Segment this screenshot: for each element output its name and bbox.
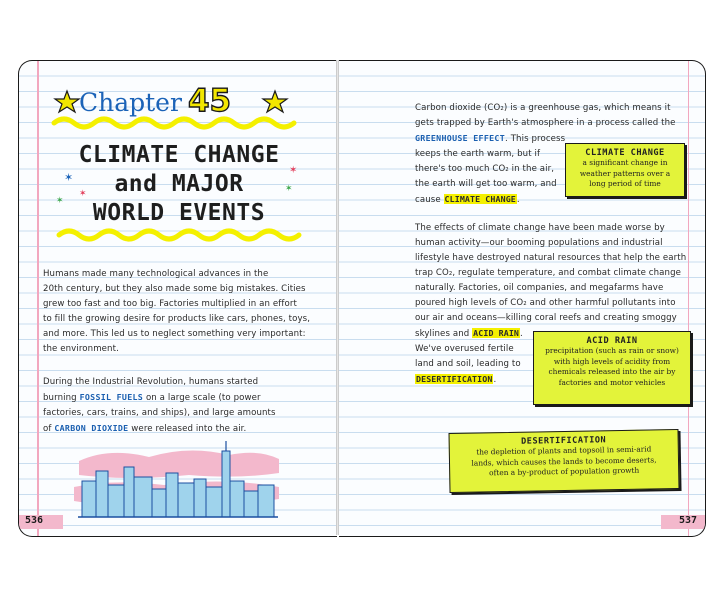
chapter-number: 45 [187, 83, 232, 119]
title-line: CLIMATE CHANGE [78, 142, 280, 168]
page-title [29, 141, 329, 228]
definition-line: long period of time [589, 179, 661, 188]
text-line: our air and oceans—killing coral reefs and creating smoggy [415, 313, 677, 323]
left-page [18, 60, 337, 537]
definition-line: lands, which causes the lands to become deserts, [471, 454, 657, 468]
right-page [339, 60, 706, 537]
text-line: Carbon dioxide (CO₂) is a greenhouse gas, which means it [415, 103, 671, 113]
star-icon [55, 91, 79, 112]
star-icon [263, 91, 287, 112]
keyword-greenhouse-effect: GREENHOUSE EFFECT [415, 133, 506, 143]
definition-box-acid-rain [533, 331, 691, 405]
page-number: 536 [25, 515, 44, 526]
star-icon: ✶ [289, 165, 298, 176]
text-line: cause CLIMATE CHANGE. [415, 194, 520, 205]
text-line: naturally. Factories, oil companies, and megafarms have [415, 283, 664, 293]
squiggle-underline [54, 119, 294, 127]
text-line: DESERTIFICATION. [416, 374, 497, 385]
text-line: and more. This led us to neglect something very important: [43, 329, 306, 339]
keyword-desertification: DESERTIFICATION [416, 374, 493, 384]
definition-line: precipitation (such as rain or snow) [545, 346, 679, 355]
definition-box-climate-change [565, 143, 685, 197]
star-icon: ✶ [285, 184, 293, 194]
chapter-heading [79, 83, 231, 119]
text-line: trap CO₂, regulate temperature, and combat climate change [415, 268, 682, 278]
text-line: skylines and ACID RAIN. [415, 328, 523, 339]
text-line: factories, cars, trains, and ships), and large amounts [43, 408, 276, 418]
star-icon: ✶ [79, 189, 87, 199]
text-line: there's too much CO₂ in the air, [415, 164, 555, 174]
definition-line: chemicals released into the air by [548, 367, 676, 376]
title-line: WORLD EVENTS [92, 200, 266, 226]
page-number-tab [19, 515, 63, 529]
intro-paragraph [43, 267, 333, 357]
text-line: human activity—our booming populations and industrial [415, 238, 663, 248]
text-line: keeps the earth warm, but if [415, 149, 541, 159]
star-icon: ✶ [64, 171, 74, 184]
text-line: The effects of climate change have been made worse by [415, 223, 665, 233]
industrial-paragraph [43, 375, 333, 437]
text-line: During the Industrial Revolution, humans started [43, 377, 259, 387]
city-skyline-illustration [74, 441, 284, 521]
text-line: the earth will get too warm, and [415, 179, 557, 189]
text-line: poured high levels of CO₂ and other harmful pollutants into [415, 298, 676, 308]
definition-box-desertification [448, 429, 679, 493]
text-line: GREENHOUSE EFFECT. This process [415, 133, 566, 144]
definition-line: weather patterns over a [579, 168, 671, 178]
keyword-acid-rain: ACID RAIN [473, 328, 520, 338]
title-line: and MAJOR [114, 171, 244, 197]
text-line: Humans made many technological advances in the [43, 269, 269, 279]
open-book [18, 60, 707, 535]
text-line: of CARBON DIOXIDE were released into the air. [43, 423, 247, 434]
text-line: We've overused fertile [415, 344, 514, 354]
definition-line: with high levels of acidity from [553, 356, 671, 366]
squiggle-underline [59, 231, 299, 239]
text-line: 20th century, but they also made some big mistakes. Cities [43, 284, 306, 294]
definition-line: a significant change in [582, 158, 668, 167]
text-line: grew too fast and too big. Factories multiplied in an effort [43, 299, 297, 309]
keyword-carbon-dioxide: CARBON DIOXIDE [54, 423, 129, 433]
text-line: lifestyle have destroyed natural resources that help the earth [415, 253, 687, 263]
keyword-climate-change: CLIMATE CHANGE [444, 194, 516, 204]
definition-heading: ACID RAIN [586, 336, 638, 346]
keyword-fossil-fuels: FOSSIL FUELS [79, 392, 144, 402]
text-line: gets trapped by Earth's atmosphere in a process called the [415, 118, 676, 128]
text-line: burning FOSSIL FUELS on a large scale (to power [43, 392, 261, 403]
text-line: the environment. [43, 344, 119, 354]
definition-heading: CLIMATE CHANGE [585, 148, 665, 158]
chapter-label: Chapter [79, 88, 182, 117]
page-number-tab [661, 515, 705, 529]
text-line: to fill the growing desire for products like cars, phones, toys, [43, 314, 311, 324]
definition-heading: DESERTIFICATION [521, 435, 607, 447]
definition-line: factories and motor vehicles [558, 377, 666, 387]
star-icon: ✶ [56, 196, 64, 206]
definition-line: the depletion of plants and topsoil in semi-arid [476, 444, 652, 457]
definition-line: often a by-product of population growth [489, 465, 640, 478]
page-number: 537 [678, 515, 697, 526]
text-line: land and soil, leading to [415, 359, 521, 369]
